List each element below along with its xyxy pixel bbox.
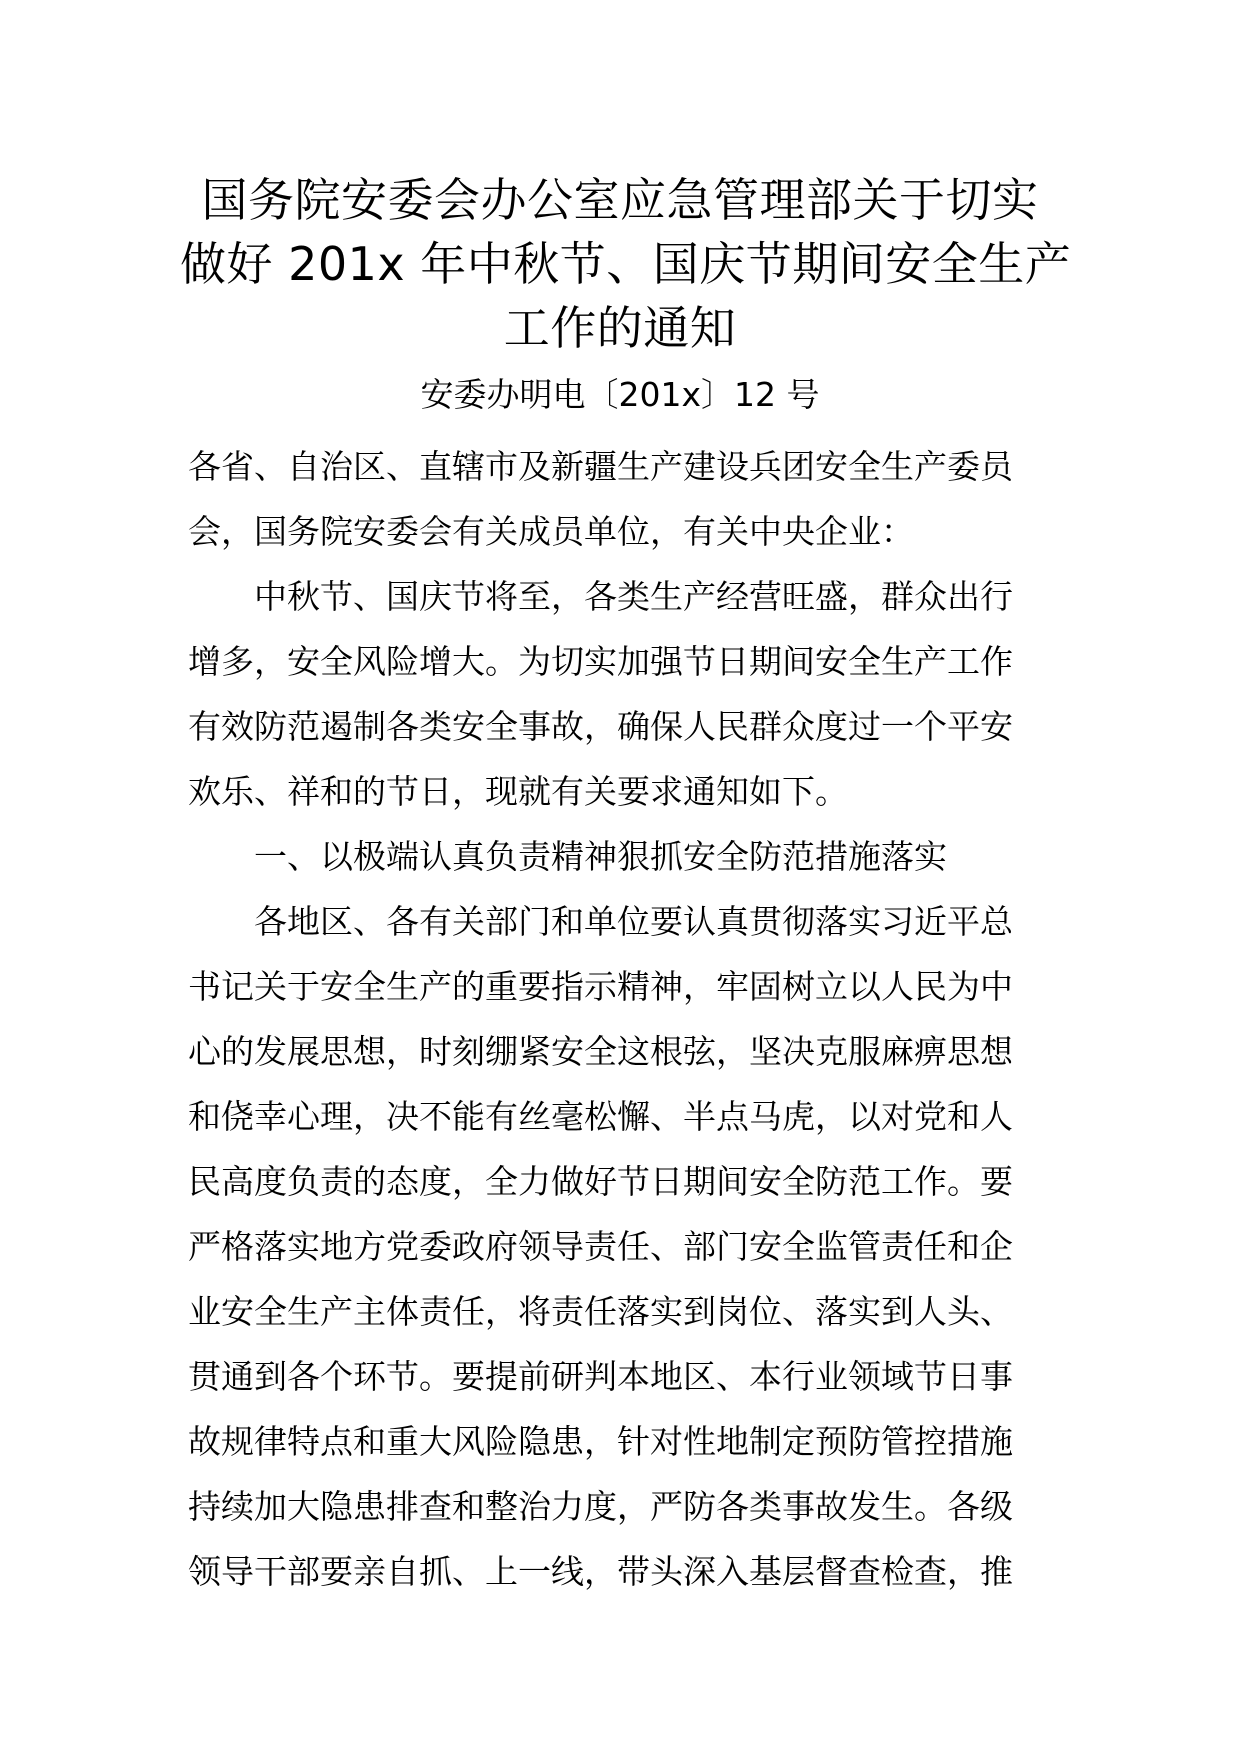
document-title bbox=[180, 168, 1072, 360]
section-heading: 一、以极端认真负责精神狠抓安全防范措施落实 bbox=[254, 837, 947, 876]
text-line: 持续加大隐患排查和整治力度，严防各类事故发生。各级 bbox=[188, 1487, 1013, 1526]
text-line: 故规律特点和重大风险隐患，针对性地制定预防管控措施 bbox=[188, 1422, 1013, 1461]
title-line: 做好 201x 年中秋节、国庆节期间安全生产 bbox=[180, 237, 1072, 291]
text-line: 领导干部要亲自抓、上一线，带头深入基层督查检查，推 bbox=[188, 1552, 1013, 1591]
text-line: 有效防范遏制各类安全事故，确保人民群众度过一个平安 bbox=[188, 707, 1013, 746]
addressee-paragraph bbox=[188, 434, 1068, 564]
intro-paragraph bbox=[188, 564, 1068, 824]
text-line: 严格落实地方党委政府领导责任、部门安全监管责任和企 bbox=[188, 1227, 1013, 1266]
document-number: 安委办明电〔201x〕12 号 bbox=[420, 375, 820, 414]
text-line: 和侥幸心理，决不能有丝毫松懈、半点马虎，以对党和人 bbox=[188, 1097, 1013, 1136]
text-line: 各省、自治区、直辖市及新疆生产建设兵团安全生产委员 bbox=[188, 447, 1013, 486]
text-line: 中秋节、国庆节将至，各类生产经营旺盛，群众出行 bbox=[254, 577, 1013, 616]
text-line: 增多，安全风险增大。为切实加强节日期间安全生产工作 bbox=[188, 642, 1013, 681]
text-line: 民高度负责的态度，全力做好节日期间安全防范工作。要 bbox=[188, 1162, 1013, 1201]
title-line: 国务院安委会办公室应急管理部关于切实 bbox=[201, 173, 1039, 227]
text-line: 会，国务院安委会有关成员单位，有关中央企业： bbox=[188, 512, 914, 551]
text-line: 心的发展思想，时刻绷紧安全这根弦，坚决克服麻痹思想 bbox=[188, 1032, 1013, 1071]
text-line: 欢乐、祥和的节日，现就有关要求通知如下。 bbox=[188, 772, 848, 811]
text-line: 业安全生产主体责任，将责任落实到岗位、落实到人头、 bbox=[188, 1292, 1013, 1331]
text-line: 各地区、各有关部门和单位要认真贯彻落实习近平总 bbox=[254, 902, 1013, 941]
section1-paragraph bbox=[188, 889, 1068, 1604]
text-line: 贯通到各个环节。要提前研判本地区、本行业领域节日事 bbox=[188, 1357, 1013, 1396]
text-line: 书记关于安全生产的重要指示精神，牢固树立以人民为中 bbox=[188, 967, 1013, 1006]
document-body bbox=[188, 434, 1068, 1604]
title-line: 工作的通知 bbox=[503, 301, 737, 355]
